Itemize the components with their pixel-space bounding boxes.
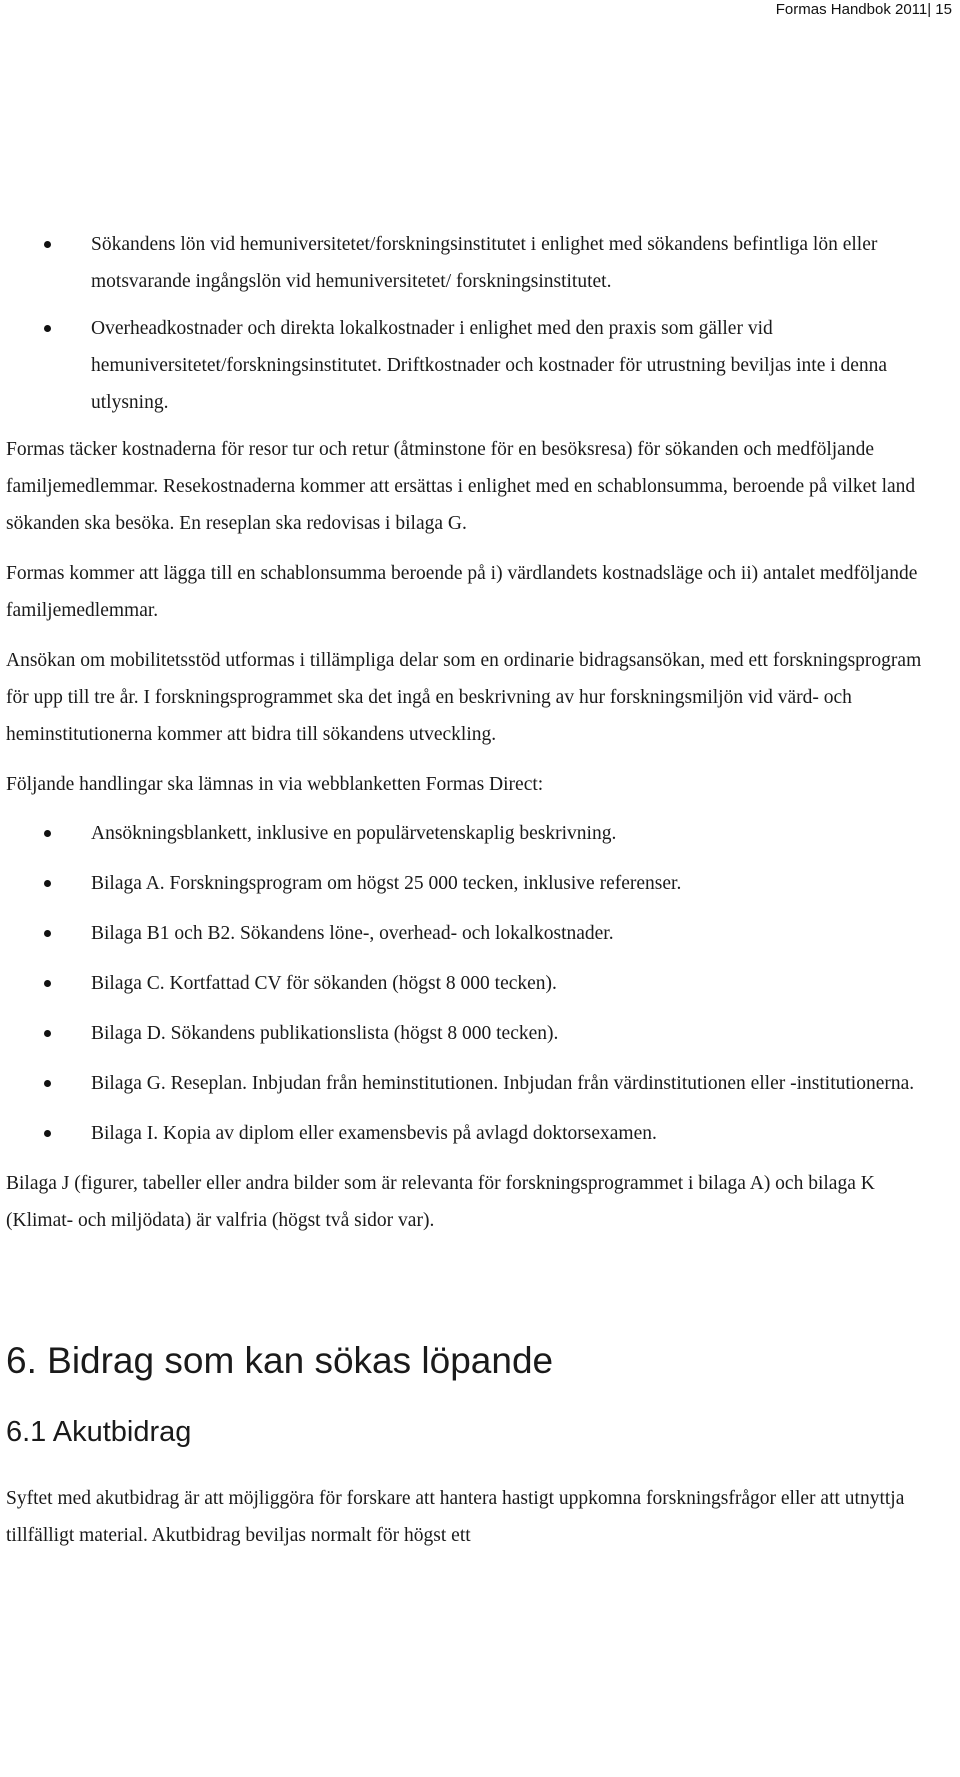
cost-bullet-list <box>6 226 946 421</box>
lump-sum-paragraph: Formas kommer att lägga till en schablonsumma beroende på i) värdlandets kostnadsläge och ii) antalet medföljande familjemedlemmar. <box>6 563 918 621</box>
page-content <box>6 226 946 1554</box>
list-item: Bilaga C. Kortfattad CV för sökanden (högst 8 000 tecken). <box>6 965 946 1002</box>
application-paragraph: Ansökan om mobilitetsstöd utformas i tillämpliga delar som en ordinarie bidragsansökan, med ett forskningsprogram för upp till tre år. I forskningsprogrammet ska det ingå en beskrivning av hur forskningsmiljön vid värd- och heminstitutionerna kommer att bidra till sökandens utveckling. <box>6 650 922 745</box>
list-item: Bilaga I. Kopia av diplom eller examensbevis på avlagd doktorsexamen. <box>6 1115 946 1152</box>
optional-attachments-paragraph: Bilaga J (figurer, tabeller eller andra bilder som är relevanta för forskningsprogrammet i bilaga A) och bilaga K (Klimat- och miljödata) är valfria (högst två sidor var). <box>6 1173 875 1231</box>
list-item: Overheadkostnader och direkta lokalkostnader i enlighet med den praxis som gäller vid hemuniversitetet/forskningsinstitutet. Driftkostnader och kostnader för utrustning beviljas inte i denna utlysning. <box>6 310 946 421</box>
documents-intro: Följande handlingar ska lämnas in via webblanketten Formas Direct: <box>6 774 544 795</box>
list-item: Bilaga B1 och B2. Sökandens löne-, overhead- och lokalkostnader. <box>6 915 946 952</box>
section-body-paragraph: Syftet med akutbidrag är att möjliggöra för forskare att hantera hastigt uppkomna forskningsfrågor eller att utnyttja tillfälligt material. Akutbidrag beviljas normalt för högst ett <box>6 1488 905 1546</box>
travel-paragraph: Formas täcker kostnaderna för resor tur och retur (åtminstone för en besöksresa) för sökanden och medföljande familjemedlemmar. Resekostnaderna kommer att ersättas i enlighet med en schablonsumma, beroende på vilket land sökanden ska besöka. En reseplan ska redovisas i bilaga G. <box>6 439 916 534</box>
list-item: Ansökningsblankett, inklusive en populärvetenskaplig beskrivning. <box>6 815 946 852</box>
list-item: Sökandens lön vid hemuniversitetet/forskningsinstitutet i enlighet med sökandens befintliga lön eller motsvarande ingångslön vid hemuniversitetet/ forskningsinstitutet. <box>6 226 946 300</box>
documents-bullet-list <box>6 815 946 1152</box>
list-item: Bilaga G. Reseplan. Inbjudan från heminstitutionen. Inbjudan från värdinstitutionen eller -institutionerna. <box>6 1065 946 1102</box>
section-heading: 6. Bidrag som kan sökas löpande <box>6 1340 554 1381</box>
list-item: Bilaga D. Sökandens publikationslista (högst 8 000 tecken). <box>6 1015 946 1052</box>
subsection-heading: 6.1 Akutbidrag <box>6 1416 192 1448</box>
running-header: Formas Handbok 2011| 15 <box>775 1 952 18</box>
list-item: Bilaga A. Forskningsprogram om högst 25 000 tecken, inklusive referenser. <box>6 865 946 902</box>
